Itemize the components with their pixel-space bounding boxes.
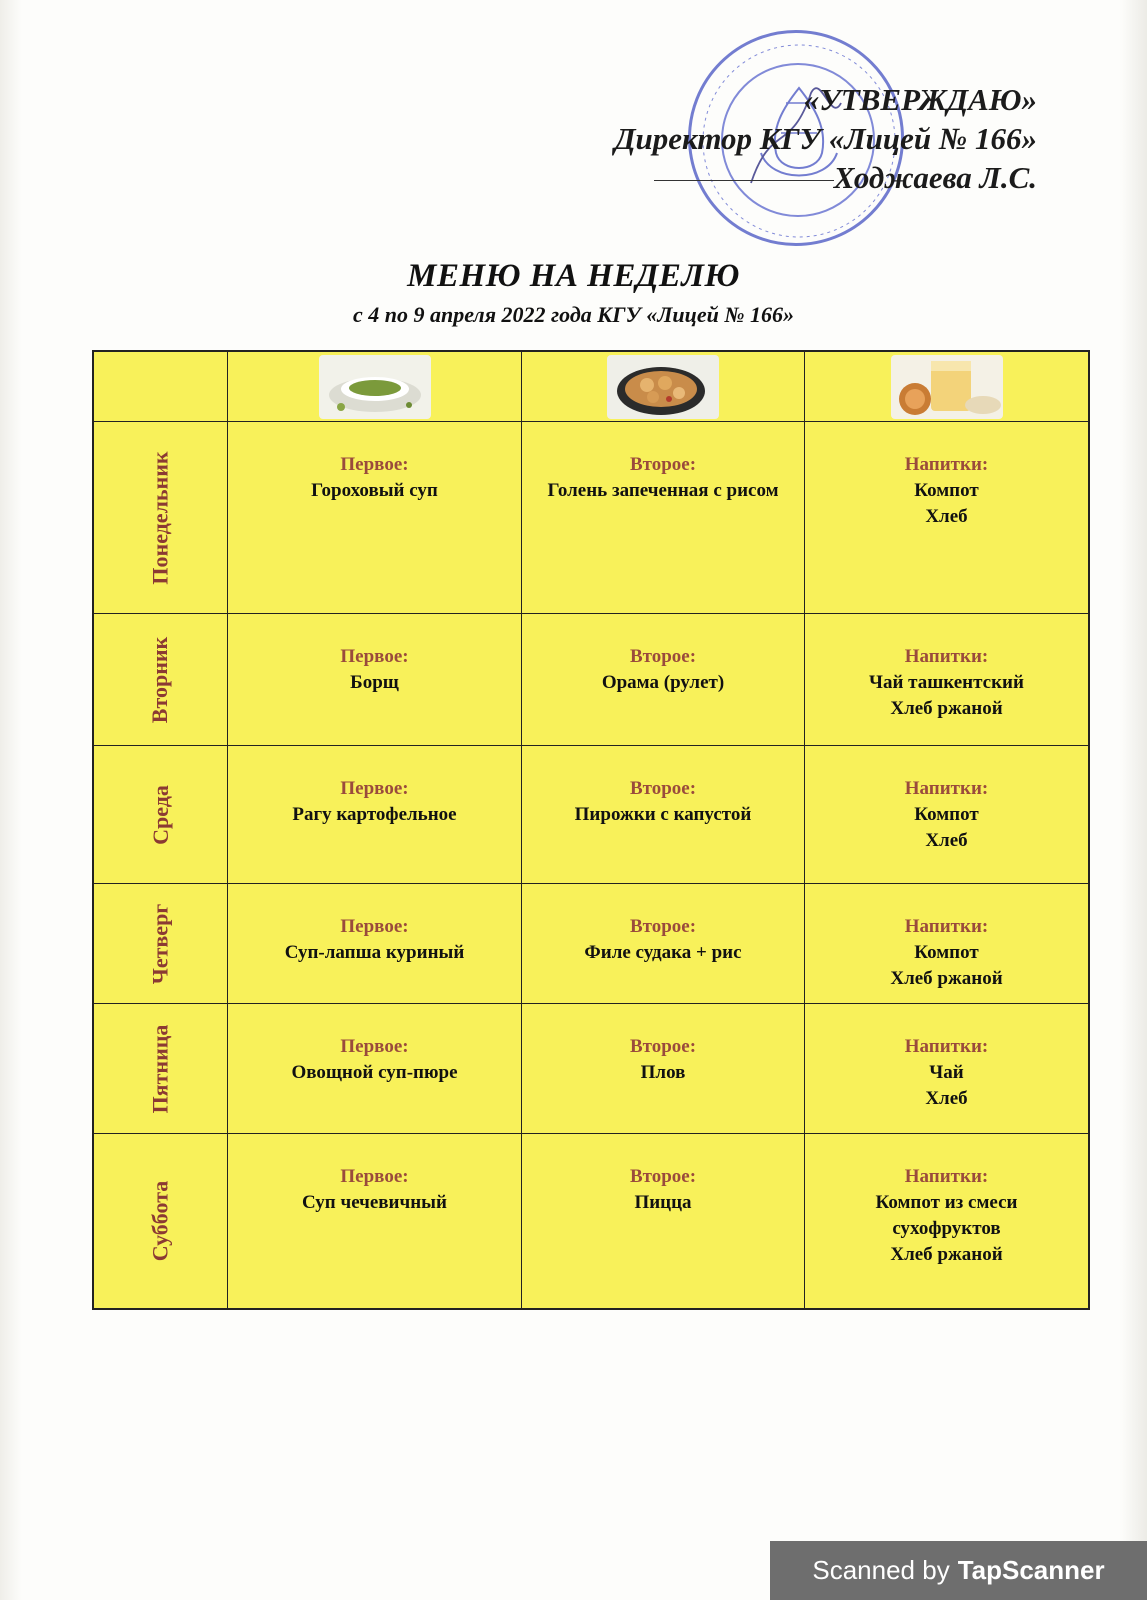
saturday-drinks: Напитки: Компот из смеси сухофруктов Хлеб ржаной — [875, 1166, 1018, 1265]
thursday-first-course: Первое: Суп-лапша куриный — [228, 884, 522, 1004]
day-label-tuesday: Вторник — [94, 614, 228, 746]
friday-drinks: Напитки: Чай Хлеб — [805, 1004, 1088, 1134]
saturday-first-course: Первое: Суп чечевичный — [228, 1134, 522, 1308]
approval-name: Ходжаева Л.С. — [833, 160, 1037, 195]
header-drinks-cell — [805, 352, 1088, 422]
friday-second-course: Второе: Плов — [522, 1004, 805, 1134]
thursday-second-course: Второе: Филе судака + рис — [522, 884, 805, 1004]
wednesday-drinks: Напитки: Компот Хлеб — [805, 746, 1088, 884]
day-label-wednesday: Среда — [94, 746, 228, 884]
header-second-course-cell — [522, 352, 805, 422]
approval-position: Директор КГУ «Лицей № 166» — [614, 121, 1037, 156]
header-first-course-cell — [228, 352, 522, 422]
soup-bowl-image — [319, 355, 431, 419]
monday-drinks: Напитки: Компот Хлеб — [805, 422, 1088, 614]
baked-dish-image — [607, 355, 719, 419]
friday-first-course: Первое: Овощной суп-пюре — [228, 1004, 522, 1134]
day-label-monday: Понедельник — [94, 422, 228, 614]
thursday-drinks: Напитки: Компот Хлеб ржаной — [805, 884, 1088, 1004]
saturday-second-course: Второе: Пицца — [522, 1134, 805, 1308]
wednesday-second-course: Второе: Пирожки с капустой — [522, 746, 805, 884]
day-label-saturday: Суббота — [94, 1134, 228, 1308]
monday-second-course: Вторoе: Голень запеченная с рисом — [522, 422, 805, 614]
page-title: МЕНЮ НА НЕДЕЛЮ — [407, 258, 740, 294]
day-label-friday: Пятница — [94, 1004, 228, 1134]
page-subtitle: с 4 по 9 апреля 2022 года КГУ «Лицей № 166» — [352, 302, 795, 327]
day-label-thursday: Четверг — [94, 884, 228, 1004]
wednesday-first-course: Первое: Рагу картофельное — [228, 746, 522, 884]
monday-first-course: Первое: Гороховый суп — [228, 422, 522, 614]
scanner-brand: TapScanner — [957, 1555, 1105, 1585]
juice-and-fruit-image — [891, 355, 1003, 419]
signature-line — [654, 180, 834, 181]
header-corner-cell — [94, 352, 228, 422]
approval-heading: «УТВЕРЖДАЮ» — [803, 82, 1037, 117]
scanner-watermark — [770, 1541, 1147, 1600]
tuesday-drinks: Напитки: Чай ташкентский Хлеб ржаной — [805, 614, 1088, 746]
scanner-prefix: Scanned by — [812, 1555, 950, 1585]
menu-table — [92, 350, 1090, 1310]
approval-block — [614, 80, 1037, 197]
tuesday-first-course: Первое: Борщ — [228, 614, 522, 746]
tuesday-second-course: Второе: Орама (рулет) — [522, 614, 805, 746]
